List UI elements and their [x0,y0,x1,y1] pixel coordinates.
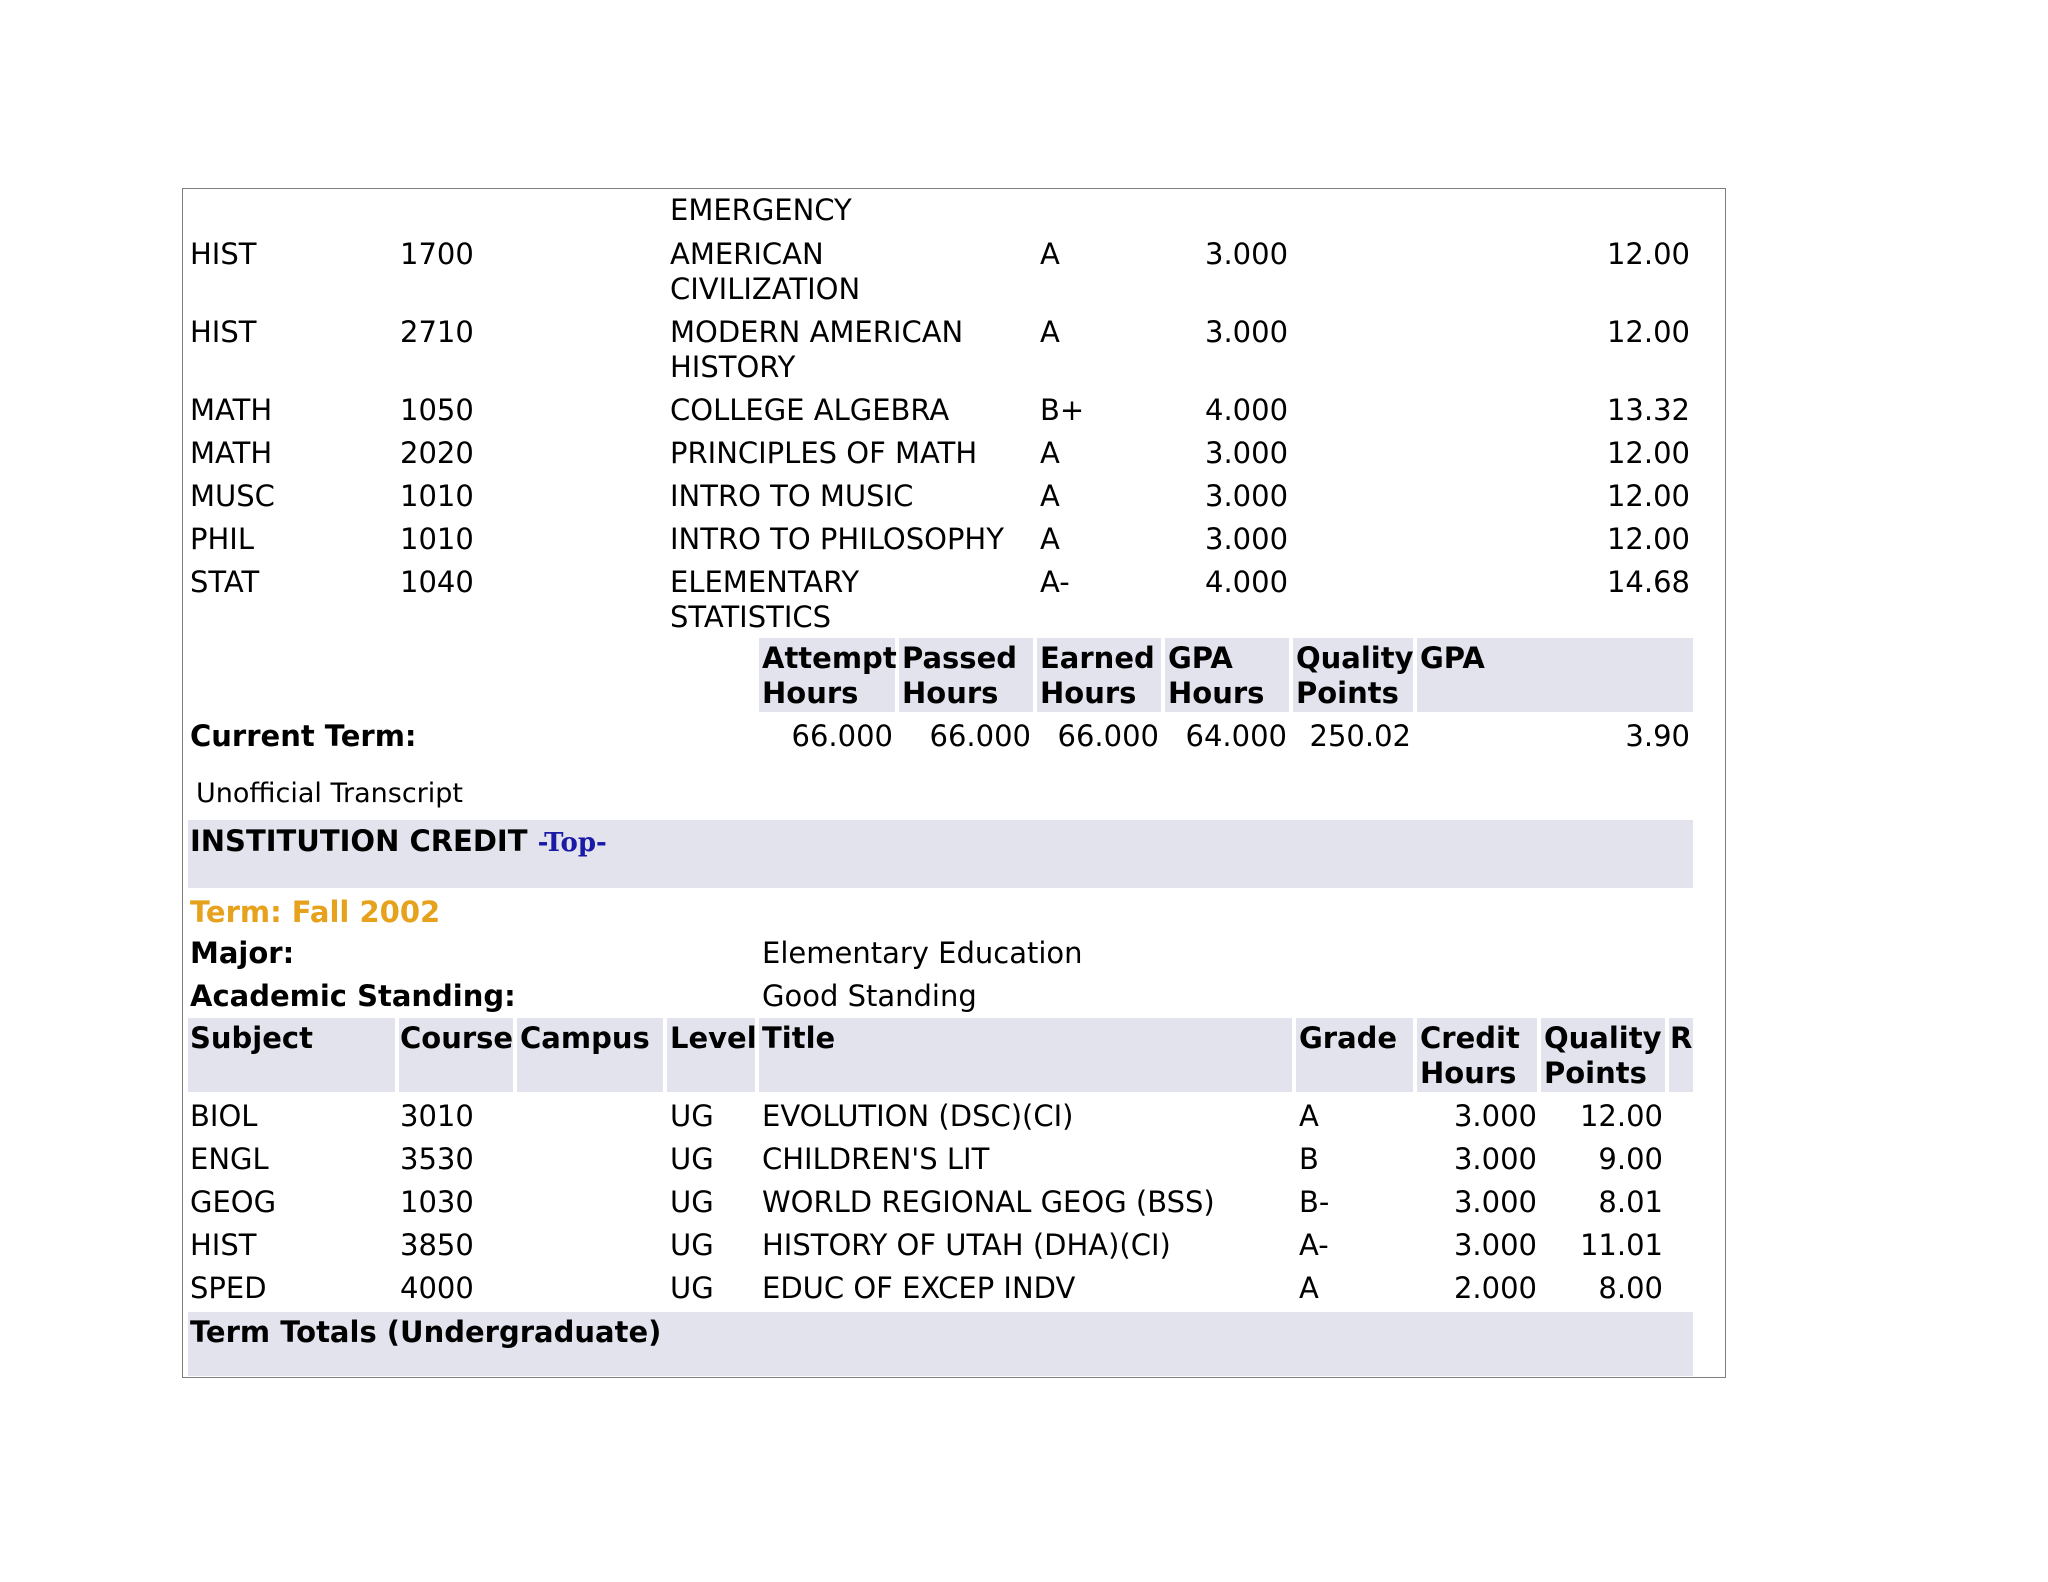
course-subject: ENGL [190,1142,269,1176]
quality-points-header: Quality [1296,641,1414,675]
course-points: 12.00 [1606,315,1690,349]
course-hours: 3.000 [1205,479,1289,513]
course-subject: HIST [190,315,257,349]
course-header: Course [400,1021,514,1055]
course-number: 1010 [400,522,474,556]
course-hours: 4.000 [1205,565,1289,599]
quality-points-header: Quality [1544,1021,1662,1055]
course-title: CIVILIZATION [670,272,861,306]
course-credit: 3.000 [1453,1142,1537,1176]
earned-hours-value: 66.000 [1057,719,1159,753]
grade-header: Grade [1299,1021,1398,1055]
course-number: 2020 [400,436,474,470]
level-header: Level [670,1021,757,1055]
course-subject: BIOL [190,1099,258,1133]
earned-hours-header: Earned [1040,641,1155,675]
course-title: STATISTICS [670,600,832,634]
quality-points-value: 250.02 [1309,719,1411,753]
course-quality: 11.01 [1579,1228,1663,1262]
course-grade: A [1040,237,1060,271]
r-header: R [1670,1021,1693,1055]
course-subject: STAT [190,565,260,599]
course-points: 12.00 [1606,522,1690,556]
course-hours: 3.000 [1205,237,1289,271]
course-level: UG [670,1099,714,1133]
course-subject: HIST [190,1228,257,1262]
institution-credit-title [190,824,607,860]
course-hours: 3.000 [1205,315,1289,349]
course-title: EMERGENCY [670,193,852,227]
passed-hours-header: Passed [902,641,1017,675]
course-credit: 3.000 [1453,1228,1537,1262]
course-grade: A [1299,1271,1319,1305]
course-number: 1050 [400,393,474,427]
credit-hours-header: Hours [1420,1056,1517,1090]
course-subject: PHIL [190,522,255,556]
earned-hours-header: Hours [1040,676,1137,710]
term-label: Term: Fall 2002 [190,895,441,929]
passed-hours-header: Hours [902,676,999,710]
course-title: WORLD REGIONAL GEOG (BSS) [762,1185,1215,1219]
attempt-hours-header: Attempt [762,641,897,675]
course-title: INTRO TO PHILOSOPHY [670,522,1004,556]
course-number: 3850 [400,1228,474,1262]
header-cell-title [759,1018,1292,1092]
course-credit: 3.000 [1453,1185,1537,1219]
course-subject: MATH [190,393,273,427]
course-subject: MUSC [190,479,275,513]
course-hours: 3.000 [1205,522,1289,556]
course-quality: 8.01 [1598,1185,1663,1219]
gpa-value: 3.90 [1625,719,1690,753]
attempt-hours-header: Hours [762,676,859,710]
course-title: HISTORY OF UTAH (DHA)(CI) [762,1228,1171,1262]
course-points: 13.32 [1606,393,1690,427]
quality-points-header: Points [1296,676,1399,710]
course-title: ELEMENTARY [670,565,860,599]
term-totals-label: Term Totals (Undergraduate) [190,1315,662,1349]
course-points: 12.00 [1606,436,1690,470]
course-title: EVOLUTION (DSC)(CI) [762,1099,1074,1133]
course-number: 1010 [400,479,474,513]
unofficial-transcript-label: Unofficial Transcript [196,778,463,809]
course-title: AMERICAN [670,237,824,271]
course-level: UG [670,1185,714,1219]
course-subject: MATH [190,436,273,470]
campus-header: Campus [520,1021,650,1055]
quality-points-header: Points [1544,1056,1647,1090]
course-title: MODERN AMERICAN [670,315,964,349]
course-points: 12.00 [1606,237,1690,271]
gpa-hours-value: 64.000 [1185,719,1287,753]
current-term-label: Current Term: [190,719,417,753]
course-subject: HIST [190,237,257,271]
course-points: 14.68 [1606,565,1690,599]
major-label: Major: [190,936,295,970]
course-points: 12.00 [1606,479,1690,513]
course-number: 1700 [400,237,474,271]
passed-hours-value: 66.000 [929,719,1031,753]
course-level: UG [670,1271,714,1305]
course-number: 1030 [400,1185,474,1219]
course-hours: 3.000 [1205,436,1289,470]
course-grade: A [1040,315,1060,349]
course-hours: 4.000 [1205,393,1289,427]
title-header: Title [762,1021,836,1055]
academic-standing-value: Good Standing [762,979,977,1013]
course-title: COLLEGE ALGEBRA [670,393,950,427]
gpa-header: GPA [1420,641,1485,675]
top-link[interactable]: -Top- [537,828,607,858]
course-grade: B [1299,1142,1319,1176]
course-credit: 3.000 [1453,1099,1537,1133]
course-level: UG [670,1142,714,1176]
course-level: UG [670,1228,714,1262]
course-number: 2710 [400,315,474,349]
gpa-hours-header: GPA [1168,641,1233,675]
course-title: CHILDREN'S LIT [762,1142,990,1176]
course-grade: A [1299,1099,1319,1133]
course-grade: B+ [1040,393,1085,427]
course-grade: B- [1299,1185,1330,1219]
course-title: EDUC OF EXCEP INDV [762,1271,1076,1305]
major-value: Elementary Education [762,936,1083,970]
course-title: PRINCIPLES OF MATH [670,436,978,470]
course-number: 3530 [400,1142,474,1176]
gpa-hours-header: Hours [1168,676,1265,710]
credit-hours-header: Credit [1420,1021,1520,1055]
course-subject: GEOG [190,1185,277,1219]
course-grade: A [1040,522,1060,556]
course-grade: A [1040,436,1060,470]
course-quality: 12.00 [1579,1099,1663,1133]
academic-standing-label: Academic Standing: [190,979,516,1013]
course-number: 4000 [400,1271,474,1305]
course-title: HISTORY [670,350,796,384]
course-credit: 2.000 [1453,1271,1537,1305]
course-subject: SPED [190,1271,267,1305]
course-number: 1040 [400,565,474,599]
course-grade: A- [1299,1228,1329,1262]
course-grade: A [1040,479,1060,513]
attempt-hours-value: 66.000 [791,719,893,753]
course-quality: 8.00 [1598,1271,1663,1305]
course-title: INTRO TO MUSIC [670,479,914,513]
course-grade: A- [1040,565,1070,599]
course-quality: 9.00 [1598,1142,1663,1176]
institution-credit-heading: INSTITUTION CREDIT [190,824,528,858]
course-number: 3010 [400,1099,474,1133]
subject-header: Subject [190,1021,313,1055]
